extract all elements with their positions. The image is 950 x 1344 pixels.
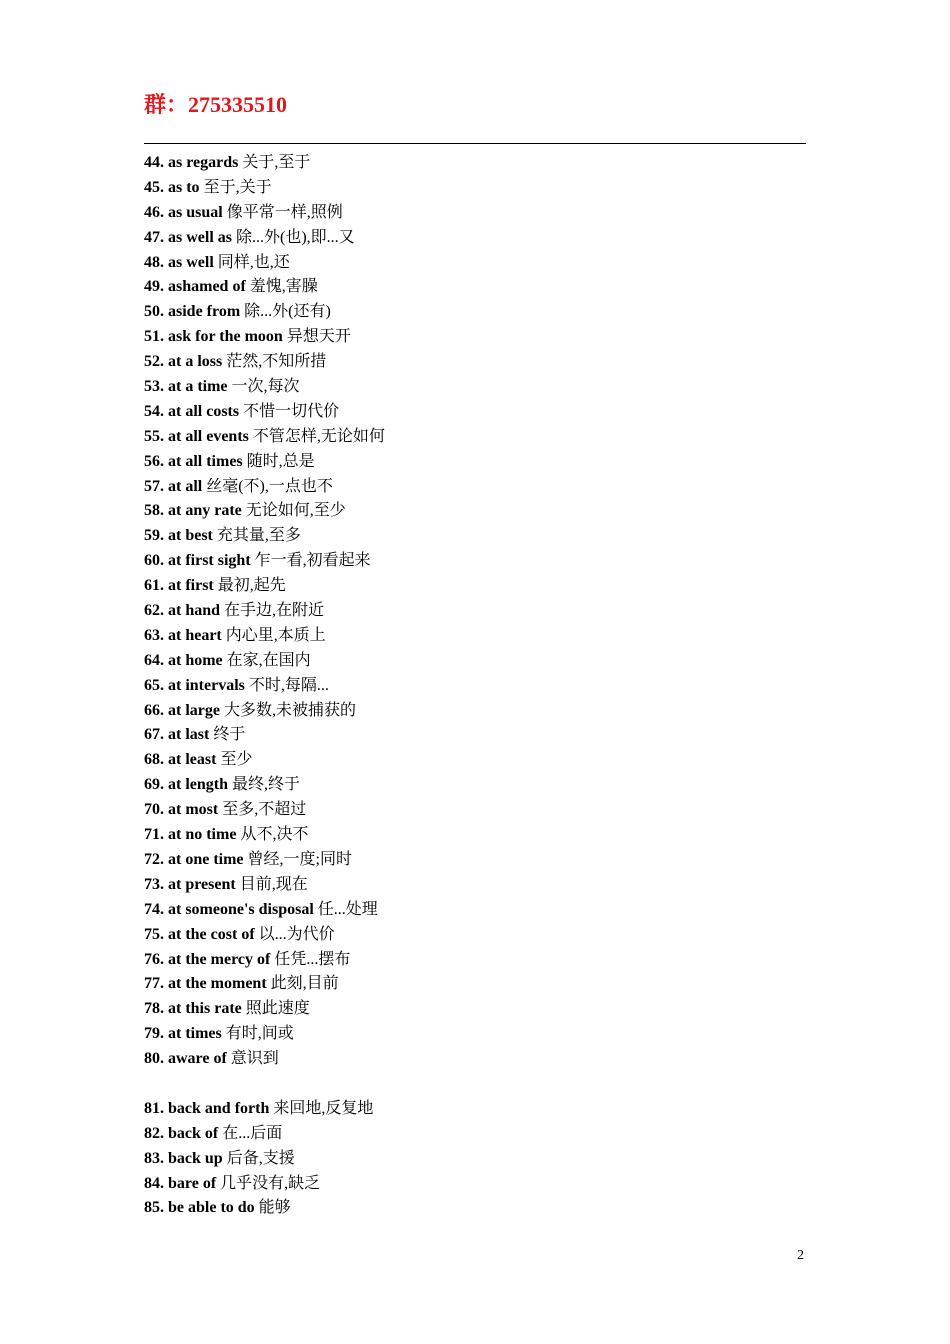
entry-meaning: 不惜一切代价 (243, 402, 340, 420)
entry-term: 47. as well as (144, 228, 232, 246)
entry-meaning: 曾经,一度;同时 (247, 850, 352, 868)
list-item (144, 1147, 806, 1172)
list-item (144, 798, 806, 823)
list-item (144, 1097, 806, 1122)
entry-term: 62. at hand (144, 602, 221, 620)
entry-term: 59. at best (144, 527, 213, 545)
list-item (144, 699, 806, 724)
entry-term: 84. bare of (144, 1174, 217, 1192)
list-item (144, 425, 806, 450)
list-item (144, 823, 806, 848)
entry-meaning: 目前,现在 (239, 875, 308, 893)
entry-meaning: 不时,每隔... (248, 676, 329, 694)
entry-term: 50. aside from (144, 303, 241, 321)
list-item (144, 176, 806, 201)
entry-meaning: 此刻,目前 (270, 975, 339, 993)
entry-meaning: 从不,决不 (240, 826, 309, 844)
entry-term: 51. ask for the moon (144, 328, 283, 346)
list-item (144, 201, 806, 226)
entry-term: 65. at intervals (144, 676, 245, 694)
entry-meaning: 至少 (220, 751, 253, 769)
entry-term: 80. aware of (144, 1050, 227, 1068)
entry-term: 45. as to (144, 178, 200, 196)
entry-term: 52. at a loss (144, 353, 223, 371)
entry-meaning: 在手边,在附近 (224, 602, 325, 620)
entry-meaning: 异想天开 (286, 328, 351, 346)
entry-meaning: 乍一看,初看起来 (254, 552, 371, 570)
list-item (144, 748, 806, 773)
entry-term: 70. at most (144, 801, 219, 819)
list-item (144, 972, 806, 997)
entry-meaning: 关于,至于 (242, 154, 311, 171)
entry-term: 57. at all (144, 477, 203, 495)
list-item (144, 997, 806, 1022)
page-number: 2 (797, 1248, 804, 1263)
entry-term: 77. at the moment (144, 975, 267, 993)
header-divider (144, 143, 806, 144)
entry-meaning: 意识到 (230, 1050, 279, 1068)
entry-meaning: 至多,不超过 (222, 801, 307, 819)
list-item (144, 599, 806, 624)
entry-term: 58. at any rate (144, 502, 242, 520)
entry-term: 61. at first (144, 577, 214, 595)
entry-meaning: 最终,终于 (232, 776, 301, 794)
entry-term: 53. at a time (144, 378, 228, 396)
list-item (144, 848, 806, 873)
entry-term: 60. at first sight (144, 552, 251, 570)
entry-term: 79. at times (144, 1025, 222, 1043)
entry-meaning: 茫然,不知所措 (226, 353, 327, 371)
list-item (144, 1047, 806, 1072)
list-item (144, 450, 806, 475)
page-header-group-label: 群：275335510 (144, 92, 288, 117)
entry-meaning: 羞愧,害臊 (249, 278, 318, 296)
list-item (144, 1022, 806, 1047)
entry-term: 85. be able to do (144, 1199, 255, 1217)
entry-term: 69. at length (144, 776, 228, 794)
entry-term: 64. at home (144, 651, 223, 669)
list-item (144, 723, 806, 748)
entry-meaning: 至于,关于 (203, 178, 272, 196)
list-item (144, 1172, 806, 1197)
list-item (144, 226, 806, 251)
entry-term: 82. back of (144, 1124, 219, 1142)
list-spacer (144, 1072, 806, 1097)
list-item (144, 898, 806, 923)
list-item (144, 325, 806, 350)
list-item (144, 499, 806, 524)
list-item (144, 674, 806, 699)
entry-meaning: 内心里,本质上 (225, 626, 326, 644)
entry-meaning: 在家,在国内 (226, 651, 311, 669)
entry-meaning: 照此速度 (245, 1000, 310, 1018)
entry-term: 74. at someone's disposal (144, 900, 314, 918)
entry-term: 46. as usual (144, 203, 223, 221)
list-item (144, 375, 806, 400)
entry-meaning: 同样,也,还 (217, 253, 290, 271)
list-item (144, 475, 806, 500)
list-item (144, 275, 806, 300)
list-item (144, 151, 806, 176)
entry-meaning: 除...外(还有) (244, 303, 331, 321)
entry-meaning: 来回地,反复地 (273, 1099, 374, 1117)
entry-term: 54. at all costs (144, 402, 240, 420)
entry-term: 81. back and forth (144, 1099, 270, 1117)
entry-term: 55. at all events (144, 427, 249, 445)
entry-term: 71. at no time (144, 826, 237, 844)
entry-meaning: 一次,每次 (231, 378, 300, 396)
entry-meaning: 任凭...摆布 (274, 950, 351, 968)
list-item (144, 350, 806, 375)
entry-term: 83. back up (144, 1149, 223, 1167)
entry-term: 66. at large (144, 701, 220, 719)
entry-meaning: 像平常一样,照例 (226, 203, 343, 221)
entry-term: 78. at this rate (144, 1000, 242, 1018)
list-item (144, 1196, 806, 1221)
entry-meaning: 除...外(也),即...又 (236, 228, 355, 246)
list-item (144, 773, 806, 798)
entry-meaning: 不管怎样,无论如何 (252, 427, 385, 445)
entry-term: 44. as regards (144, 154, 239, 171)
entry-meaning: 任...处理 (317, 900, 378, 918)
entry-term: 75. at the cost of (144, 925, 255, 943)
entry-term: 67. at last (144, 726, 210, 744)
entry-meaning: 充其量,至多 (216, 527, 301, 545)
entry-meaning: 几乎没有,缺乏 (220, 1174, 321, 1192)
entry-meaning: 大多数,未被捕获的 (223, 701, 356, 719)
entry-term: 63. at heart (144, 626, 222, 644)
list-item (144, 649, 806, 674)
list-item (144, 574, 806, 599)
entry-meaning: 丝毫(不),一点也不 (206, 477, 333, 495)
list-item (144, 300, 806, 325)
entry-term: 76. at the mercy of (144, 950, 271, 968)
list-item (144, 549, 806, 574)
entry-term: 56. at all times (144, 452, 243, 470)
entry-meaning: 后备,支援 (226, 1149, 295, 1167)
entry-meaning: 终于 (213, 726, 246, 744)
entry-term: 68. at least (144, 751, 217, 769)
list-item (144, 400, 806, 425)
list-item (144, 948, 806, 973)
entry-meaning: 最初,起先 (217, 577, 286, 595)
entry-meaning: 在...后面 (222, 1124, 283, 1142)
list-item (144, 923, 806, 948)
list-item (144, 251, 806, 276)
entry-meaning: 以...为代价 (258, 925, 335, 943)
entry-meaning: 无论如何,至少 (245, 502, 346, 520)
vocabulary-list (144, 151, 806, 1221)
entry-term: 49. ashamed of (144, 278, 246, 296)
list-item (144, 524, 806, 549)
list-item (144, 873, 806, 898)
entry-meaning: 有时,间或 (225, 1025, 294, 1043)
entry-meaning: 随时,总是 (246, 452, 315, 470)
entry-term: 73. at present (144, 875, 236, 893)
entry-term: 72. at one time (144, 850, 244, 868)
list-item (144, 1122, 806, 1147)
entry-meaning: 能够 (258, 1199, 291, 1217)
entry-term: 48. as well (144, 253, 214, 271)
list-item (144, 624, 806, 649)
